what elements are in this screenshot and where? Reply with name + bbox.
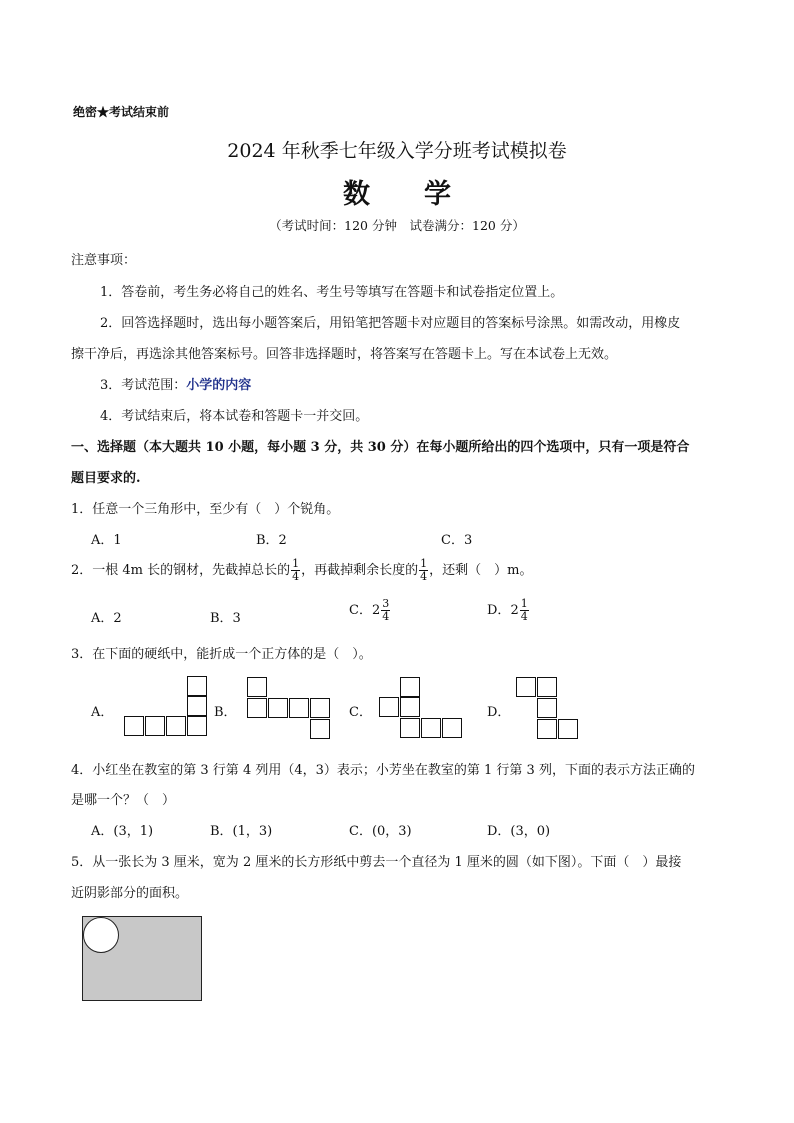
fraction-numerator: 1 <box>420 557 428 570</box>
q1-option-b: B．2 <box>256 533 287 548</box>
q5-stem-line1: 5．从一张长为 3 厘米，宽为 2 厘米的长方形纸中剪去一个直径为 1 厘米的圆（如下图）。下面（ ）最接 <box>71 855 682 870</box>
fraction-denominator: 4 <box>382 610 390 623</box>
q2-option-d <box>487 598 530 623</box>
q2-option-b: B．3 <box>210 611 241 626</box>
q2-stem-post: ，还剩（ ）m。 <box>429 563 533 578</box>
note-2-line1: 2．回答选择题时，选出每小题答案后，用铅笔把答题卡对应题目的答案标号涂黑。如需改动，用橡皮 <box>100 316 681 331</box>
q3-option-a-label: A． <box>91 705 114 720</box>
exam-time-info: （考试时间：120 分钟 试卷满分：120 分） <box>269 218 525 233</box>
q3-stem: 3．在下面的硬纸中，能折成一个正方体的是（ ）。 <box>71 647 372 662</box>
note-2-line2: 擦干净后，再选涂其他答案标号。回答非选择题时，将答案写在答题卡上。写在本试卷上无效。 <box>71 347 618 362</box>
q3-option-d-label: D． <box>487 705 511 720</box>
q4-option-c: C．(0，3) <box>349 824 412 839</box>
q4-option-a: A．(3，1) <box>91 824 154 839</box>
note-4: 4．考试结束后，将本试卷和答题卡一并交回。 <box>100 409 369 424</box>
q1-stem: 1．任意一个三角形中，至少有（ ）个锐角。 <box>71 502 340 517</box>
note-1: 1．答卷前，考生务必将自己的姓名、考生号等填写在答题卡和试卷指定位置上。 <box>100 285 564 300</box>
q2-stem <box>71 558 532 583</box>
q2-stem-pre: 2．一根 4m 长的钢材，先截掉总长的 <box>71 563 291 578</box>
q4-stem-line2: 是哪一个？（ ） <box>71 793 176 808</box>
note-3-label: 3．考试范围： <box>100 378 187 393</box>
q2-option-c-label: C． <box>349 603 372 618</box>
q4-option-b: B．(1，3) <box>210 824 273 839</box>
q5-shaded-rectangle <box>82 916 202 1001</box>
fraction-denominator: 4 <box>292 570 300 583</box>
q4-stem-line1: 4．小红坐在教室的第 3 行第 4 列用（4，3）表示；小芳坐在教室的第 1 行第 3 列，下面的表示方法正确的 <box>71 763 695 778</box>
fraction-denominator: 4 <box>520 610 528 623</box>
fraction-numerator: 1 <box>520 597 528 610</box>
q2-option-d-whole: 2 <box>510 603 519 618</box>
fraction-numerator: 3 <box>382 597 390 610</box>
q2-option-d-fraction <box>520 598 529 623</box>
exam-title: 2024 年秋季七年级入学分班考试模拟卷 <box>227 140 567 162</box>
fraction-numerator: 1 <box>292 557 300 570</box>
q2-option-c <box>349 598 391 623</box>
q1-option-c: C．3 <box>441 533 473 548</box>
q4-option-d: D．(3，0) <box>487 824 551 839</box>
confidential-label: 绝密★考试结束前 <box>73 105 170 119</box>
section1-heading-line1: 一、选择题（本大题共 10 小题，每小题 3 分，共 30 分）在每小题所给出的四个选项中，只有一项是符合 <box>71 440 690 455</box>
q3-option-b-label: B． <box>214 705 237 720</box>
q1-option-a: A．1 <box>91 533 122 548</box>
note-3 <box>100 374 251 393</box>
note-3-value: 小学的内容 <box>186 378 252 393</box>
section1-heading-line2: 题目要求的. <box>71 471 141 486</box>
q2-option-c-fraction <box>381 598 390 623</box>
q5-stem-line2: 近阴影部分的面积。 <box>71 886 189 901</box>
q2-stem-mid: ，再截掉剩余长度的 <box>301 563 419 578</box>
q2-fraction-2 <box>419 558 428 583</box>
q2-option-c-whole: 2 <box>371 603 381 618</box>
q2-option-d-label: D． <box>487 603 511 618</box>
fraction-denominator: 4 <box>420 570 428 583</box>
notes-heading: 注意事项： <box>71 253 137 268</box>
q3-option-c-label: C． <box>349 705 372 720</box>
q2-fraction-1 <box>291 558 300 583</box>
q5-cut-circle <box>83 917 119 953</box>
subject-title: 数学 <box>343 179 505 210</box>
q2-option-a: A．2 <box>91 611 122 626</box>
